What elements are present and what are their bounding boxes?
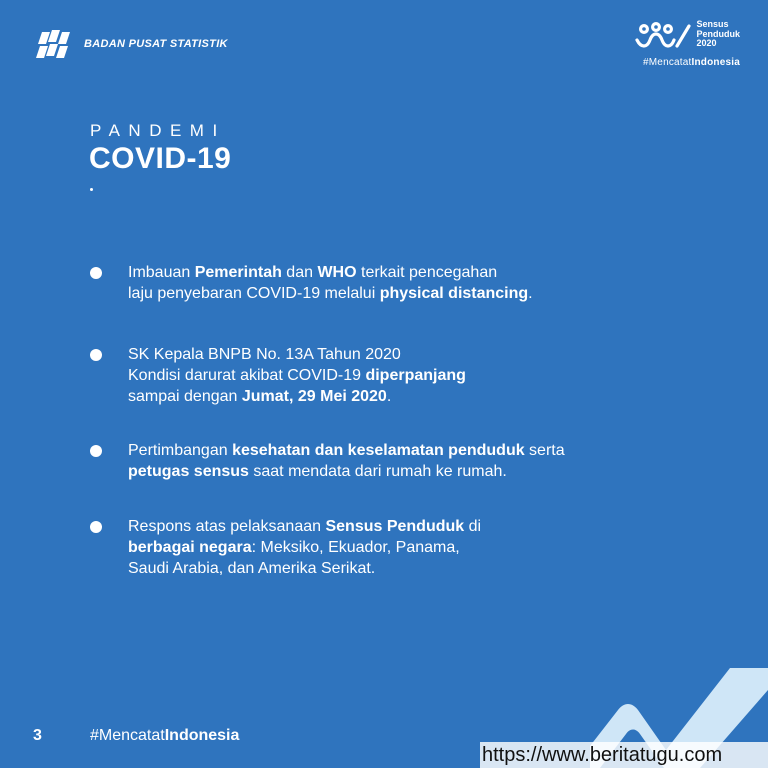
footer-hashtag-bold: Indonesia: [164, 727, 240, 744]
bold-text-segment: Pemerintah: [194, 264, 282, 281]
bullet-text: [128, 516, 688, 579]
bold-text-segment: physical distancing: [379, 285, 529, 302]
census-hashtag-bold: Indonesia: [691, 57, 740, 68]
bullet-text: [128, 344, 688, 407]
bold-text-segment: diperpanjang: [365, 367, 466, 384]
census-hashtag: [622, 57, 740, 68]
bps-emblem-icon: [34, 24, 76, 64]
census-hashtag-prefix: #Mencatat: [643, 57, 692, 68]
page-number: 3: [33, 727, 42, 744]
title-kicker: PANDEMI: [90, 121, 226, 140]
bold-text-segment: Sensus Penduduk: [325, 518, 465, 535]
text-segment: sampai dengan: [128, 388, 242, 405]
text-segment: dan: [281, 264, 318, 281]
bullet-text-line: [128, 344, 688, 365]
bullet-dot-icon: [90, 521, 102, 533]
bullet-dot-icon: [90, 445, 102, 457]
text-segment: Pertimbangan: [128, 442, 233, 459]
bullet-text: [128, 262, 688, 304]
text-segment: SK Kepala BNPB No. 13A Tahun 2020: [128, 346, 401, 363]
footer-hashtag-prefix: #Mencatat: [90, 727, 165, 744]
census-logo-line3: 2020: [696, 38, 717, 48]
text-segment: .: [386, 388, 392, 405]
text-segment: laju penyebaran COVID-19 melalui: [128, 285, 380, 302]
text-segment: di: [464, 518, 482, 535]
census-mascot-icon: [634, 20, 692, 54]
census-logo-line2: Penduduk: [696, 28, 740, 39]
bullet-text-line: [128, 440, 688, 461]
bullet-text-line: [128, 262, 688, 283]
bullet-text-line: [128, 558, 688, 579]
text-segment: terkait pencegahan: [356, 264, 498, 281]
bold-text-segment: WHO: [317, 264, 357, 281]
bullet-text-line: [128, 283, 688, 304]
bold-text-segment: Jumat, 29 Mei 2020: [241, 388, 387, 405]
page-title: COVID-19: [89, 142, 232, 175]
bps-logo: [34, 24, 228, 64]
census-logo-line1: Sensus: [696, 19, 729, 29]
text-segment: .: [528, 285, 533, 302]
watermark-url: https://www.beritatugu.com: [480, 742, 768, 768]
text-segment: saat mendata dari rumah ke rumah.: [248, 463, 507, 480]
bullet-text: [128, 440, 688, 482]
census-logo: [622, 20, 740, 68]
text-segment: serta: [524, 442, 565, 459]
bullet-dot-icon: [90, 349, 102, 361]
text-segment: Saudi Arabia, dan Amerika Serikat.: [128, 560, 376, 577]
footer-hashtag: [90, 727, 239, 745]
text-segment: : Meksiko, Ekuador, Panama,: [251, 539, 460, 556]
bullet-text-line: [128, 461, 688, 482]
bullet-text-line: [128, 386, 688, 407]
bold-text-segment: berbagai negara: [128, 539, 252, 556]
bullet-text-line: [128, 516, 688, 537]
bullet-text-line: [128, 537, 688, 558]
bullet-dot-icon: [90, 267, 102, 279]
org-name: BADAN PUSAT STATISTIK: [84, 38, 228, 50]
title-dot: [90, 188, 93, 191]
text-segment: Imbauan: [128, 264, 195, 281]
bold-text-segment: petugas sensus: [128, 463, 249, 480]
text-segment: Kondisi darurat akibat COVID-19: [128, 367, 366, 384]
bullet-text-line: [128, 365, 688, 386]
bold-text-segment: kesehatan dan keselamatan penduduk: [232, 442, 525, 459]
text-segment: Respons atas pelaksanaan: [128, 518, 326, 535]
